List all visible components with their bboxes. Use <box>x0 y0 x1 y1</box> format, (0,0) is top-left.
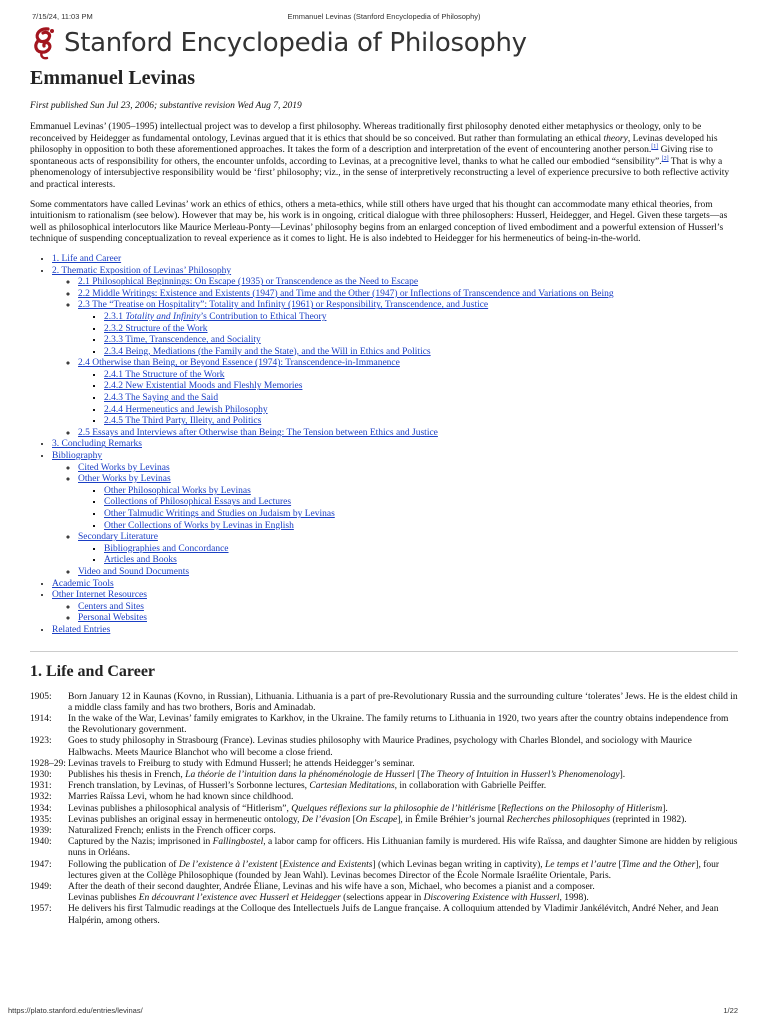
print-url: https://plato.stanford.edu/entries/levinas/ <box>8 1006 143 1015</box>
chronology-entry: 1957: He delivers his first Talmudic readings at the Colloque des Intellectuels Juifs de Langue française. A colloquium attended by Vladimir Jankélévitch, André Neher, and Jean Halpérin, among others. <box>30 904 719 926</box>
toc-link[interactable]: 2.4.1 The Structure of the Work <box>104 369 225 380</box>
intro-paragraph-2: Some commentators have called Levinas’ work an ethics of ethics, others a meta-ethics, while still others have urged that his thought can accommodate many ethical theories, from intuitionism to rationalism (see below). However that may be, his work is in ongoing, critical dialogue with three philosophers: Husserl, Heidegger, and Hegel. Given these targets—as well as philosophical interlocutors like Maurice Merleau-Ponty—Levinas’ philosophy begins from an enlarged conception of lived embodiment and a powerful extension of Husserl’s technique of suspending conceptualization to reveal experience as it comes to light. He is also indebted to Heidegger for his hermeneutics of being-in-the-world. <box>30 199 728 245</box>
toc-link[interactable]: 3. Concluding Remarks <box>52 439 142 450</box>
toc-link[interactable]: 2.3.4 Being, Mediations (the Family and the State), and the Will in Ethics and Politics <box>104 346 431 357</box>
print-footer <box>8 1006 738 1018</box>
intro-paragraph-1: Emmanuel Levinas’ (1905–1995) intellectual project was to develop a first philosophy. Whereas traditionally first philosophy denoted either metaphysics or theology, only to be reconceived by Heidegger as fundamental ontology, Levinas argued that it is ethics that should be so conceived. But rather than formulating an ethical theory, Levinas developed his philosophy in opposition to both these aforementioned approaches. It takes the form of a description and interpretation of the event of encountering another person.[1] Giving rise to spontaneous acts of responsibility for others, the encounter unfolds, according to Levinas, at a precognitive level, thanks to what he called our embodied “sensibility”.[2] That is why a phenomenology of intersubjective responsibility would be ‘first’ philosophy; viz., in the sense of interpretively reconstructing a level of experience precursive to both reflective activity and practical interests. <box>30 122 730 190</box>
table-of-contents <box>30 254 738 637</box>
chronology-entry: 1932: Marries Raïssa Levi, whom he had known since childhood. <box>30 792 294 803</box>
toc-link[interactable]: Bibliographies and Concordance <box>104 543 229 554</box>
toc-link[interactable]: Bibliography <box>52 451 103 462</box>
chronology-entry: 1905: Born January 12 in Kaunas (Kovno, in Russian), Lithuania. Lithuania is a part of pre-Revolutionary Russia and the surrounding culture ‘tolerates’ Jews. He is the eldest child in a middle class family and has two brothers, Boris and Aminadab. <box>30 691 738 713</box>
toc-link[interactable]: 2.2 Middle Writings: Existence and Existents (1947) and Time and the Other (1947) or Inflections of Transcendence and Variations on Being <box>78 288 614 299</box>
toc-link[interactable]: 2.4.5 The Third Party, Illeity, and Politics <box>104 416 262 427</box>
toc-link[interactable]: Secondary Literature <box>78 532 158 543</box>
footnote-link[interactable]: [2] <box>661 155 669 162</box>
toc-link[interactable]: Other Talmudic Writings and Studies on Judaism by Levinas <box>104 509 335 519</box>
chronology-entry: 1914: In the wake of the War, Levinas’ family emigrates to Karkhov, in the Ukraine. The family returns to Lithuania in 1920, two years after the country obtains independence from the Revolutionary government. <box>30 713 729 736</box>
chronology-entry: 1947: Following the publication of De l’existence à l’existent [Existence and Existents] (which Levinas began writing in captivity), Le temps et l’autre [Time and the Other], four lectures given at the Collège Philosophique (founded by Jean Wahl). Levinas becomes Director of the École Normale Israélite Orientale, Paris. <box>30 859 720 881</box>
print-page-title: Emmanuel Levinas (Stanford Encyclopedia of Philosophy) <box>287 12 481 21</box>
toc-link[interactable]: 2.3.3 Time, Transcendence, and Sociality <box>104 335 261 346</box>
chronology-entry: 1923: Goes to study philosophy in Strasbourg (France). Levinas studies philosophy with Maurice Pradines, psychology with Charles Blondel, and sociology with Maurice Halbwachs. Meets Maurice Blanchot who will become a close friend. <box>30 736 692 758</box>
toc-link[interactable]: 2. Thematic Exposition of Levinas’ Philosophy <box>52 265 232 276</box>
chronology <box>30 692 738 927</box>
toc-link[interactable]: 2.3 The “Treatise on Hospitality”: Totality and Infinity (1961) or Responsibility, Transcendence, and Justice <box>78 300 489 311</box>
chronology-entry: 1939: Naturalized French; enlists in the French officer corps. <box>30 825 276 836</box>
toc-link[interactable]: 2.4.3 The Saying and the Said <box>104 393 219 404</box>
chronology-entry-continuation: Levinas publishes En découvrant l’existence avec Husserl et Heidegger (selections appear in Discovering Existence with Husserl, 1998). <box>68 893 589 904</box>
toc-link[interactable]: 2.1 Philosophical Beginnings: On Escape (1935) or Transcendence as the Need to Escape <box>78 277 419 288</box>
toc-link[interactable]: Other Internet Resources <box>52 590 147 601</box>
toc-link[interactable]: Other Philosophical Works by Levinas <box>104 485 251 496</box>
section-heading: 1. Life and Career <box>30 662 156 680</box>
toc-link[interactable]: Other Works by Levinas <box>78 474 171 485</box>
toc-link[interactable]: 2.3.1 Totality and Infinity’s Contribution to Ethical Theory <box>104 311 327 322</box>
toc-link[interactable]: 2.4.2 New Existential Moods and Fleshly Memories <box>104 381 303 392</box>
chronology-entry: 1930: Publishes his thesis in French, La théorie de l’intuition dans la phénoménologie de Husserl [The Theory of Intuition in Husserl’s Phenomenology]. <box>30 769 626 780</box>
publication-info: First published Sun Jul 23, 2006; substantive revision Wed Aug 7, 2019 <box>30 101 302 111</box>
chronology-entry: 1931: French translation, by Levinas, of Husserl’s Sorbonne lectures, Cartesian Meditations, in collaboration with Gabrielle Peiffer. <box>30 781 547 792</box>
toc-link[interactable]: Video and Sound Documents <box>78 566 190 577</box>
toc-link[interactable]: Cited Works by Levinas <box>78 462 170 473</box>
chronology-entry: 1949: After the death of their second daughter, Andrée Éliane, Levinas and his wife have a son, Michael, who becomes a pianist and a composer. <box>30 881 595 892</box>
toc-link[interactable]: Collections of Philosophical Essays and Lectures <box>104 497 292 508</box>
chronology-entry: 1928–29: Levinas travels to Freiburg to study with Edmund Husserl; he attends Heidegger’s seminar. <box>30 758 415 769</box>
toc-link[interactable]: Centers and Sites <box>78 601 144 612</box>
sep-logo-icon[interactable] <box>30 25 60 61</box>
page-number: 1/22 <box>723 1006 738 1015</box>
chronology-entry: 1940: Captured by the Nazis; imprisoned in Fallingbostel, a labor camp for officers. His Lithuanian family is murdered. His wife Raïssa, and daughter Simone are hidden by religious nuns in Orléans. <box>30 837 738 859</box>
toc-link[interactable]: 1. Life and Career <box>52 253 122 264</box>
toc-link[interactable]: 2.4.4 Hermeneutics and Jewish Philosophy <box>104 404 268 415</box>
toc-link[interactable]: Personal Websites <box>78 613 147 624</box>
chronology-entry: 1934: Levinas publishes a philosophical analysis of “Hitlerism”, Quelques réflexions sur la philosophie de l’hitlérisme [Reflections on the Philosophy of Hitlerism]. <box>30 803 668 814</box>
toc-link[interactable]: 2.3.2 Structure of the Work <box>104 323 208 334</box>
entry-content <box>30 66 738 927</box>
toc-link[interactable]: Articles and Books <box>104 555 177 566</box>
entry-title: Emmanuel Levinas <box>30 67 196 89</box>
footnote-link[interactable]: [1] <box>651 144 659 151</box>
toc-link[interactable]: 2.5 Essays and Interviews after Otherwise than Being: The Tension between Ethics and Justice <box>78 427 438 438</box>
toc-link[interactable]: 2.4 Otherwise than Being, or Beyond Essence (1974): Transcendence-in-Immanence <box>78 358 400 369</box>
toc-link[interactable]: Related Entries <box>52 624 111 635</box>
print-datetime: 7/15/24, 11:03 PM <box>32 12 93 21</box>
toc-link[interactable]: Academic Tools <box>52 578 114 589</box>
section-divider <box>30 651 738 652</box>
site-header[interactable] <box>30 22 527 64</box>
chronology-entry: 1935: Levinas publishes an original essay in hermeneutic ontology, De l’évasion [On Escape], in Émile Bréhier’s journal Recherches philosophiques (reprinted in 1982). <box>30 814 687 825</box>
toc-link[interactable]: Other Collections of Works by Levinas in English <box>104 520 294 531</box>
site-title[interactable]: Stanford Encyclopedia of Philosophy <box>64 28 527 58</box>
